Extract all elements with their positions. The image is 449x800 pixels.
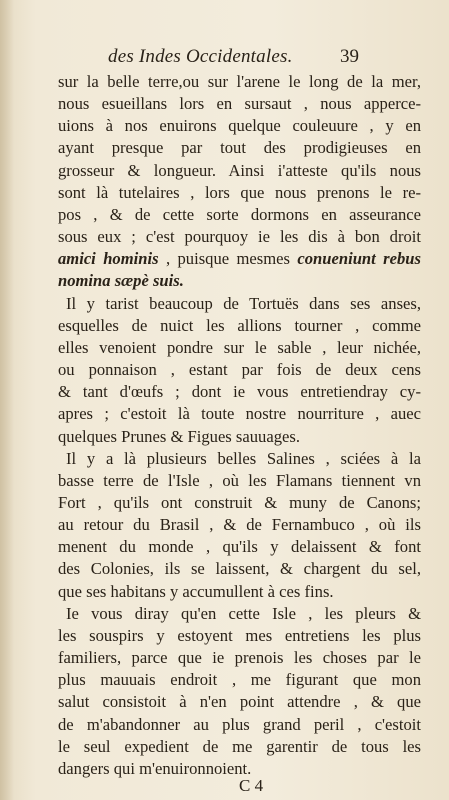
paragraph-start: Ie vous diray qu'en cette Isle , les pleurs & <box>66 603 421 623</box>
page-number: 39 <box>340 46 359 67</box>
text-line: elles venoient pondre sur le sable , leur nichée, <box>58 337 421 357</box>
latin-phrase: conueniunt rebus <box>297 249 421 269</box>
text-line: de m'abandonner au plus grand peril , c'estoit <box>58 714 421 734</box>
text-line: basse terre de l'Isle , où les Flamans tiennent vn <box>58 470 421 490</box>
text-line: & tant d'œufs ; dont ie vous entretiendray cy- <box>58 382 421 402</box>
paragraph-start: Il y a là plusieurs belles Salines , sciées à la <box>66 448 421 468</box>
text-line: pos , & de cette sorte dormons en asseurance <box>58 204 421 224</box>
paragraph-end: que ses habitans y accumullent à ces fins. <box>58 581 334 601</box>
text-line: sous eux ; c'est pourquoy ie les dis à bon droit <box>58 227 421 247</box>
latin-phrase: amici hominis <box>58 249 159 269</box>
running-head: des Indes Occidentales. <box>108 46 293 67</box>
text-line: sur la belle terre,ou sur l'arene le long de la mer, <box>58 72 421 91</box>
paragraph-start: Il y tarist beaucoup de Tortuës dans ses anses, <box>66 293 421 313</box>
text-line-latin <box>58 248 421 270</box>
text-line: le seul expedient de me garentir de tous les <box>58 736 421 756</box>
text-line: au retour du Brasil , & de Fernambuco , où ils <box>58 515 421 535</box>
text-line: nous esueillans lors en sursaut , nous apperce- <box>58 94 421 114</box>
text-line: plus mauuais endroit , me figurant que mon <box>58 670 421 690</box>
signature-mark: C 4 <box>239 776 264 795</box>
text-line: des Colonies, ils se laissent, & chargent du sel, <box>58 559 421 579</box>
text-line: menent du monde , qu'ils y delaissent & font <box>58 537 421 557</box>
text-line: sont là tutelaires , lors que nous prenons le re- <box>58 182 421 202</box>
latin-phrase: nomina sæpè suis. <box>58 271 184 291</box>
paragraph-end: dangers qui m'enuironnoient. <box>58 758 252 778</box>
body-text <box>58 71 421 780</box>
text-line: ou ponnaison , estant par fois de deux cens <box>58 360 421 380</box>
text-line: uions à nos enuirons quelque couleuure , y en <box>58 116 421 136</box>
page-gutter-shadow <box>0 0 14 800</box>
text-line: familiers, parce que ie prenois les choses par le <box>58 648 421 668</box>
text-line: Fort , qu'ils ont construit & muny de Canons; <box>58 492 421 512</box>
paragraph-end: quelques Prunes & Figues sauuages. <box>58 426 300 446</box>
page-header <box>0 46 449 70</box>
text-line: salut consistoit à n'en point attendre , & que <box>58 692 421 712</box>
text-line: grosseur & longueur. Ainsi i'atteste qu'ils nous <box>58 160 421 180</box>
text-line: esquelles de nuict les allions tourner , comme <box>58 315 421 335</box>
text-fragment: , puisque mesmes <box>165 249 290 269</box>
text-line: les souspirs y estoyent mes entretiens les plus <box>58 625 421 645</box>
text-line: ayant presque par tout des prodigieuses en <box>58 138 421 158</box>
text-line: apres ; c'estoit là toute nostre nourriture , auec <box>58 404 421 424</box>
